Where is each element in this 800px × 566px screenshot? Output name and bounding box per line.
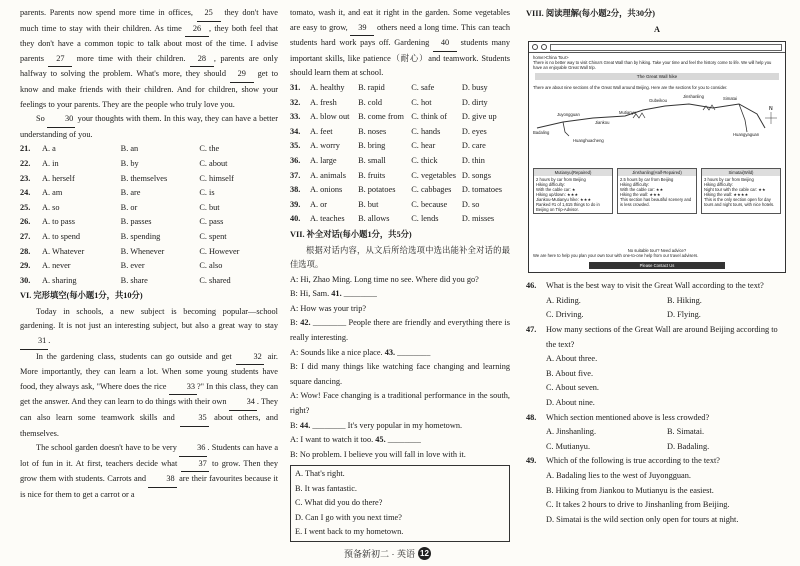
section-card-line: Hiking difficulty:	[704, 182, 734, 188]
web-intro: There is no better way to visit China's Great Wall than by hiking. Take your time and feel the history come to life. We will help you have an enjoyable Great Wall trip.	[533, 60, 772, 71]
passage-text: air. More importantly, they can learn a lot. When some young students have food, they always ask, "Where does the rice	[20, 351, 278, 391]
question-number: 39.	[290, 199, 301, 209]
question	[526, 454, 788, 469]
section-card-line: This is the only section open for day tours and night tours, with nice hotels.	[704, 197, 775, 208]
passage-text: The school garden doesn't have to be very	[36, 443, 180, 453]
question-number: 40.	[290, 214, 301, 224]
question-number: 41.	[331, 289, 342, 299]
answer-option: C. About seven.	[546, 383, 600, 393]
option-a: A. sharing	[42, 275, 77, 285]
section-card-line: Hiking up/down: ★★★	[536, 192, 579, 198]
question-number: 30.	[20, 275, 31, 285]
question-number: 43.	[384, 347, 396, 357]
svg-text:N: N	[769, 106, 773, 113]
dialogue-choice: C. What did you do there?	[295, 498, 383, 508]
dialogue-line	[290, 316, 510, 345]
question-number: 28.	[20, 246, 31, 256]
question-text: What is the best way to visit the Great Wall according to the text?	[546, 281, 764, 291]
option-d: D. tomatoes	[461, 185, 502, 195]
passage-paragraph	[20, 6, 278, 112]
section-card-line: This section has beautiful scenery and is less crowded.	[620, 197, 692, 208]
question-number: 32.	[290, 97, 301, 107]
answer-option: B. Hiking.	[667, 295, 702, 305]
option-b: B. by	[120, 158, 139, 168]
question	[526, 411, 788, 426]
option-a: A. to spend	[42, 231, 81, 241]
answer-option: D. Badaling.	[667, 441, 710, 451]
question-number: 27.	[20, 231, 31, 241]
option-row	[20, 245, 278, 260]
blank-number: 31	[20, 334, 48, 350]
question	[526, 279, 788, 294]
option-c: C. safe	[411, 82, 435, 92]
section-card	[533, 168, 613, 214]
answer-blank: ________	[397, 347, 431, 357]
blank-number: 32	[236, 350, 264, 366]
question-number: 21.	[20, 144, 31, 154]
page-number: 12	[418, 547, 431, 560]
blank-number: 30	[47, 112, 75, 128]
passage-text: get to know and make friends with their children. And for children, show your feelings to your parents. They are the people who truly love you.	[20, 69, 278, 109]
question-number: 23.	[20, 173, 31, 183]
dialogue-text: A: How was your trip?	[290, 303, 367, 313]
place-label: Mutianyu	[619, 110, 636, 116]
option-c: C. also	[199, 261, 223, 271]
passage-text: they don't have much time to stay with their children. As time	[20, 8, 278, 33]
passage-text: , parents are only halfway to solving the problem. What's more, they should	[20, 53, 278, 79]
reading-questions	[526, 279, 788, 527]
address-bar	[550, 44, 782, 51]
passage-paragraph	[20, 112, 278, 142]
section-card-body	[702, 176, 780, 208]
answer-option: D. Flying.	[667, 310, 701, 320]
option-a: A. so	[42, 202, 60, 212]
option-b: B. spending	[120, 231, 161, 241]
passage-part-a	[20, 6, 278, 142]
passage-paragraph	[20, 350, 278, 442]
hike-banner: The Great Wall hike	[535, 73, 779, 80]
breadcrumb: home>China Tour>	[533, 55, 569, 61]
dialogue-text: A: Hi, Zhao Ming. Long time no see. Where did you go?	[290, 274, 479, 284]
option-c: C. lends	[411, 214, 439, 224]
option-c: C. spent	[199, 231, 227, 241]
web-footer	[533, 248, 781, 258]
blank-number: 28	[190, 52, 214, 68]
passage-text: ?" In this class, they can get the answer. And they can learn to do things with their own	[20, 381, 278, 407]
dialogue-text: B:	[290, 420, 300, 430]
question-options	[526, 469, 788, 527]
option-a: A. animals	[310, 170, 346, 180]
dialogue-text: A: I want to watch it too.	[290, 435, 376, 445]
blank-number: 36	[179, 441, 207, 457]
dialogue-text: A: Wow! Face changing is a traditional performance in the south, right?	[290, 391, 510, 416]
browser-bar	[529, 42, 785, 53]
question-number: 25.	[20, 202, 31, 212]
option-b: B. potatoes	[358, 185, 396, 195]
option-c: C. hot	[411, 97, 432, 107]
section-8-title: VIII. 阅读理解(每小题2分，共30分)	[526, 9, 656, 18]
option-row	[20, 215, 278, 230]
blank-number: 33	[169, 380, 197, 396]
passage-letter: A	[654, 24, 660, 34]
section-card	[701, 168, 781, 214]
option-c: C. about	[199, 158, 228, 168]
option-b: B. are	[120, 188, 141, 198]
sections-text: There are about nine sections of the Great Wall around Beijing. Here are the sections for you to consider.	[533, 85, 728, 91]
dialogue-choice: B. It was fantastic.	[295, 483, 357, 493]
section-card-line: Hiking the wall: ★★★	[620, 192, 661, 198]
blank-number: 39	[350, 21, 374, 37]
option-d: D. so	[461, 199, 480, 209]
section-card-body	[618, 176, 696, 208]
option-c: C. vegetables	[411, 170, 456, 180]
answer-option: D. About nine.	[546, 397, 595, 407]
place-label: Juyongguan	[557, 112, 580, 118]
question-options	[526, 294, 788, 323]
answer-option: C. It takes 2 hours to drive to Jinshanling from Beijing.	[546, 500, 730, 510]
option-row	[290, 183, 510, 198]
option-a: A. a	[42, 144, 56, 154]
option-c: C. pass	[199, 217, 224, 227]
dialogue-line	[290, 360, 510, 389]
option-row	[290, 125, 510, 140]
option-c: C. is	[199, 188, 215, 198]
option-c: C. hear	[411, 141, 436, 151]
passage-school-gardening	[20, 305, 278, 503]
question-number: 47.	[526, 324, 537, 334]
question-number: 29.	[20, 261, 31, 271]
option-row	[290, 110, 510, 125]
option-a: A. large	[310, 155, 337, 165]
passage-text: In the gardening class, students can go outside and get	[36, 351, 236, 361]
answer-option: D. Simatai is the wild section only open for tours at night.	[546, 514, 739, 524]
dialogue-line	[290, 448, 510, 463]
option-a: A. blow out	[310, 112, 350, 122]
option-b: B. rapid	[358, 82, 385, 92]
place-label: Jiankou	[595, 120, 610, 126]
option-row	[290, 96, 510, 111]
question-text: Which of the following is true according to the text?	[546, 456, 720, 466]
section-card-line: With the cable car: ★	[536, 187, 576, 193]
section-card-line: Jiankou-Mutianyu hike: ★★★	[536, 197, 592, 203]
column-middle	[290, 6, 510, 542]
passage-text: students many important skills, like patience（耐心）and teamwork. Students should learn them at school.	[290, 38, 510, 78]
option-d: D. eyes	[461, 126, 487, 136]
section-card-line: 2 hours by car from Beijing	[536, 177, 586, 183]
option-b: B. share	[120, 275, 148, 285]
question-number: 38.	[290, 185, 301, 195]
passage-paragraph	[20, 305, 278, 350]
answer-blank: ________	[387, 435, 421, 445]
contact-us-button[interactable]: Please Contact Us	[589, 262, 725, 269]
dialogue-choice: E. I went back to my hometown.	[295, 527, 404, 537]
question-options	[526, 425, 788, 454]
place-label: Jinshanling	[683, 94, 704, 100]
answer-blank: ________	[312, 318, 347, 328]
section-7-instructions: 根据对话内容，从文后所给选项中选出能补全对话的最佳选项。	[290, 245, 510, 270]
window-dot-icon	[541, 44, 547, 50]
option-row	[20, 230, 278, 245]
section-card-line: Hiking the wall: ★★★★	[704, 192, 749, 198]
great-wall-webpage-figure	[528, 41, 786, 273]
option-b: B. but	[358, 199, 379, 209]
page-footer	[344, 547, 431, 560]
section-cards	[533, 168, 781, 214]
option-row	[290, 198, 510, 213]
blank-number: 35	[180, 411, 208, 427]
question-number: 45.	[375, 435, 386, 445]
place-label: Badaling	[533, 130, 550, 136]
passage-text: , they both feel that they don't have a common topic to talk about most of the time. I advise parents	[20, 23, 278, 63]
question-number: 33.	[290, 112, 301, 122]
option-b: B. noses	[358, 126, 387, 136]
option-c: C. shared	[199, 275, 231, 285]
passage-text: more time with their children.	[72, 53, 190, 63]
dialogue-line	[290, 287, 510, 302]
section-7-title: VII. 补全对话(每小题1分，共5分)	[290, 229, 412, 239]
option-c: C. hands	[411, 126, 441, 136]
dialogue-line	[290, 433, 510, 448]
question-number: 35.	[290, 141, 301, 151]
section-card-body	[534, 176, 612, 213]
great-wall-map	[533, 92, 781, 164]
option-d: D. dirty	[461, 97, 488, 107]
option-b: B. fruits	[358, 170, 386, 180]
option-c: C. cabbages	[411, 185, 452, 195]
option-row	[20, 274, 278, 289]
passage-text: about others, and themselves.	[20, 413, 278, 438]
answer-option: B. Simatai.	[667, 427, 705, 437]
option-b: B. small	[358, 155, 386, 165]
option-b: B. themselves	[120, 173, 168, 183]
answer-option: B. Hiking from Jiankou to Mutianyu is the easiest.	[546, 485, 714, 495]
section-card-title: Mutianyu(Repaired)	[534, 169, 612, 176]
web-footer-help: We are here to help you plan your own tour with one-to-one help from our travel advisers.	[533, 253, 699, 259]
blank-number: 37	[181, 457, 209, 473]
question-number: 34.	[290, 126, 301, 136]
question-number: 36.	[290, 155, 301, 165]
web-footer-question: No suitable tour? Need advice?	[627, 248, 687, 254]
section-card-line: Hiking difficulty:	[536, 182, 566, 188]
question	[526, 323, 788, 352]
passage-text: tomato, wash it, and eat it right in the garden. Some vegetables are easy to grow,	[290, 8, 510, 32]
cloze-options-21-30	[20, 142, 278, 288]
option-a: A. am	[42, 188, 63, 198]
dialogue-line	[290, 273, 510, 288]
option-a: A. teaches	[310, 214, 345, 224]
question-number: 46.	[526, 281, 537, 291]
option-a: A. never	[42, 261, 71, 271]
dialogue-choices-box	[290, 465, 510, 542]
option-a: A. healthy	[310, 82, 345, 92]
option-b: B. cold	[358, 97, 383, 107]
question-number: 48.	[526, 412, 537, 422]
option-row	[20, 142, 278, 157]
passage-text: . They can also learn some teamwork skills and	[20, 397, 278, 423]
option-c: C. the	[199, 144, 220, 154]
section-card-line: Night tour with the cable car: ★★	[704, 187, 766, 193]
dialogue	[290, 273, 510, 463]
place-label: Huanghuacheng	[573, 138, 604, 144]
question-number: 49.	[526, 456, 537, 466]
answer-option: A. Jinshanling.	[546, 427, 597, 437]
cloze-options-31-40	[290, 81, 510, 227]
dialogue-choice: D. Can I go with you next time?	[295, 512, 402, 522]
dialogue-choice: A. That's right.	[295, 469, 345, 479]
dialogue-line	[290, 302, 510, 317]
option-row	[20, 172, 278, 187]
blank-number: 34	[229, 395, 257, 411]
question-number: 44.	[299, 420, 311, 430]
option-c: C. think of	[411, 112, 447, 122]
passage-text: Today in schools, a new subject is becoming popular—school gardening. It is not just an interesting subject, but also a great way to stay	[20, 306, 278, 331]
option-a: A. in	[42, 158, 59, 168]
option-d: D. misses	[461, 214, 495, 224]
option-c: C. because	[411, 199, 448, 209]
dialogue-line	[290, 419, 510, 434]
question-number: 31.	[290, 82, 301, 92]
place-label: Simatai	[723, 96, 737, 102]
section-6-title: VI. 完形填空(每小题1分，共10分)	[20, 291, 143, 301]
option-a: A. fresh	[310, 97, 337, 107]
section-card	[617, 168, 697, 214]
question-number: 26.	[20, 217, 31, 227]
option-b: B. passes	[120, 217, 152, 227]
option-row	[20, 157, 278, 172]
dialogue-text: People there are friendly and everything there is really interesting.	[290, 318, 510, 343]
blank-number: 25	[197, 6, 221, 22]
answer-option: A. About three.	[546, 354, 598, 364]
option-row	[290, 139, 510, 154]
passage-text: . Students can have a lot of fun in it. At first, teachers decide what	[20, 443, 279, 468]
passage-text: .	[48, 336, 51, 346]
dialogue-text: B:	[290, 318, 301, 328]
option-a: A. herself	[42, 173, 75, 183]
section-card-title: Jinshanling(Half-Repaired)	[618, 169, 696, 176]
passage-text: others need a long time. This can teach students hard work pays off. Gardening	[290, 22, 510, 48]
question-number: 24.	[20, 188, 31, 198]
dialogue-text: B: I did many things like watching face changing and learning square dancing.	[290, 362, 510, 386]
passage-text: are their favourites because it is nice for them to get a carrot or a	[20, 474, 278, 499]
option-row	[290, 212, 510, 227]
option-a: A. onions	[310, 185, 343, 195]
option-a: A. Whatever	[42, 246, 85, 256]
option-b: B. ever	[120, 261, 145, 271]
dialogue-line	[290, 389, 510, 418]
answer-option: B. About five.	[546, 368, 594, 378]
blank-number: 27	[48, 52, 72, 68]
option-b: B. allows	[358, 214, 390, 224]
option-c: C. himself	[199, 173, 234, 183]
question-number: 22.	[20, 158, 31, 168]
option-b: B. Whenever	[120, 246, 165, 256]
passage-paragraph	[290, 6, 510, 81]
question-text: How many sections of the Great Wall are around Beijing according to the text?	[546, 324, 778, 349]
dialogue-text: It's very popular in my hometown.	[345, 420, 463, 430]
answer-option: A. Badaling lies to the west of Juyongguan.	[546, 470, 691, 480]
passage-continued	[290, 6, 510, 81]
dialogue-text: B: No problem. I believe you will fall in love with it.	[290, 449, 466, 459]
option-a: A. to pass	[42, 217, 75, 227]
option-c: C. However	[199, 246, 240, 256]
option-c: C. thick	[411, 155, 438, 165]
option-d: D. busy	[461, 82, 488, 92]
place-label: Gubeikou	[649, 98, 667, 104]
dialogue-text: A: Sounds like a nice place.	[290, 347, 385, 357]
blank-number: 29	[230, 67, 254, 83]
option-b: B. an	[120, 144, 139, 154]
footer-label: 预备新初二 · 英语	[344, 549, 415, 559]
option-a: A. feet	[310, 126, 333, 136]
answer-option: C. Mutianyu.	[546, 441, 591, 451]
section-card-title: Simatai(Wild)	[702, 169, 780, 176]
option-b: B. or	[120, 202, 138, 212]
passage-paragraph	[20, 441, 278, 502]
section-card-line: Ranked #1 of 1,615 things to do in Beijing on Trip-Advisor.	[536, 202, 600, 213]
option-c: C. but	[199, 202, 220, 212]
option-row	[290, 81, 510, 96]
passage-text: your thoughts with them. In this way, they can have a better understanding of you.	[20, 114, 278, 139]
option-row	[290, 169, 510, 184]
option-d: D. thin	[461, 155, 485, 165]
dialogue-line	[290, 346, 510, 361]
option-b: B. come from	[358, 112, 404, 122]
passage-text: So	[36, 114, 48, 124]
window-dot-icon	[532, 44, 538, 50]
section-card-line: With the cable car: ★★	[620, 187, 664, 193]
answer-option: A. Riding.	[546, 295, 581, 305]
answer-option: C. Driving.	[546, 310, 584, 320]
column-left	[20, 6, 278, 503]
passage-text: to grow. Then they grow them with students. Carrots and	[20, 458, 278, 484]
column-right	[526, 6, 788, 527]
option-d: D. care	[461, 141, 486, 151]
blank-number: 26	[185, 22, 209, 38]
question-number: 42.	[300, 318, 311, 328]
question-text: Which section mentioned above is less crowded?	[546, 412, 710, 422]
section-card-line: 2.5 hours by car from Beijing	[620, 177, 674, 183]
passage-text: parents. Parents now spend more time in offices,	[20, 8, 197, 17]
dialogue-text: B: Hi, Sam.	[290, 289, 332, 299]
section-card-line: Hiking difficulty:	[620, 182, 650, 188]
option-d: D. give up	[461, 112, 497, 122]
option-row	[20, 186, 278, 201]
answer-blank: ________	[312, 420, 346, 430]
option-b: B. bring	[358, 141, 386, 151]
blank-number: 38	[148, 472, 176, 488]
option-row	[20, 201, 278, 216]
answer-blank: ________	[343, 289, 377, 299]
option-a: A. or	[310, 199, 328, 209]
section-card-line: 3 hours by car from Beijing	[704, 177, 754, 183]
option-row	[20, 259, 278, 274]
place-label: Huangyaguan	[733, 132, 760, 138]
question-number: 37.	[290, 170, 301, 180]
blank-number: 40	[433, 36, 457, 52]
option-a: A. worry	[310, 141, 340, 151]
question-options	[526, 352, 788, 410]
option-d: D. songs	[461, 170, 491, 180]
option-row	[290, 154, 510, 169]
